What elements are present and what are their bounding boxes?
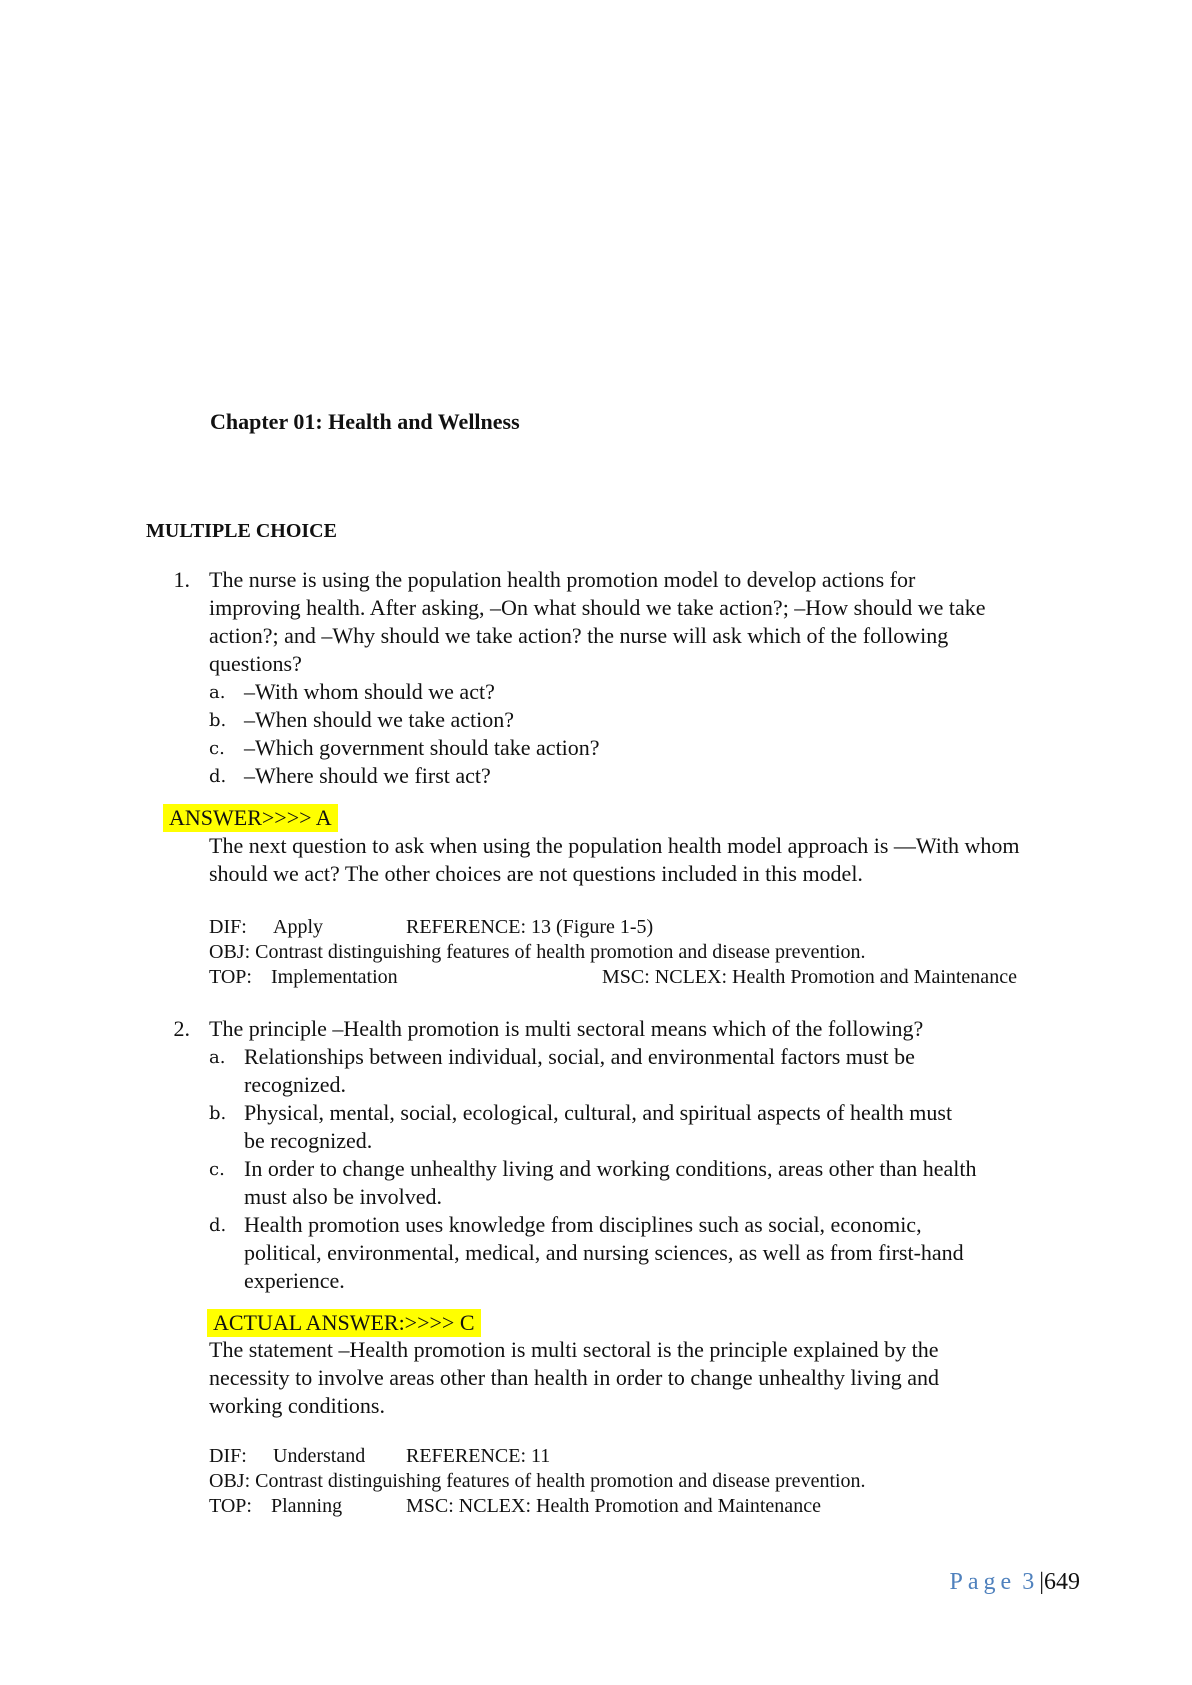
dif-value: Apply [273, 916, 323, 938]
rationale-line: should we act? The other choices are not questions included in this model. [209, 861, 863, 886]
dif-value: Understand [273, 1445, 366, 1467]
question-text-line: The principle –Health promotion is multi sectoral means which of the following? [209, 1016, 924, 1041]
option-text: recognized. [244, 1072, 346, 1097]
rationale-line: working conditions. [209, 1393, 385, 1418]
rationale-line: The statement –Health promotion is multi sectoral is the principle explained by the [209, 1337, 939, 1362]
top-value: Implementation [271, 966, 398, 988]
dif-label: DIF: [209, 1445, 247, 1467]
top-value: Planning [271, 1495, 343, 1517]
question-text-line: The nurse is using the population health promotion model to develop actions for [209, 567, 916, 592]
footer-page-total: 649 [1044, 1569, 1080, 1595]
option-text: Physical, mental, social, ecological, cultural, and spiritual aspects of health must [244, 1100, 953, 1125]
option-letter: a. [209, 1047, 226, 1068]
top-label: TOP: [209, 966, 252, 988]
option-text: –When should we take action? [244, 707, 515, 732]
option-text: –With whom should we act? [244, 679, 495, 704]
option-text: In order to change unhealthy living and working conditions, areas other than health [244, 1156, 977, 1181]
question-number: 1. [173, 567, 190, 592]
option-text: –Which government should take action? [244, 735, 600, 760]
option-text: political, environmental, medical, and nursing sciences, as well as from first-hand [244, 1240, 964, 1265]
option-letter: c. [209, 1159, 225, 1180]
answer-highlight: ANSWER>>>> A [163, 804, 338, 832]
footer-page-word: Page [949, 1569, 1017, 1595]
chapter-title: Chapter 01: Health and Wellness [210, 409, 520, 434]
option-letter: d. [209, 1215, 227, 1236]
msc: MSC: NCLEX: Health Promotion and Maintenance [602, 966, 1017, 988]
option-text: –Where should we first act? [244, 763, 491, 788]
option-letter: a. [209, 682, 226, 703]
dif-label: DIF: [209, 916, 247, 938]
reference: REFERENCE: 11 [406, 1445, 551, 1467]
rationale-line: necessity to involve areas other than health in order to change unhealthy living and [209, 1365, 940, 1390]
rationale-line: The next question to ask when using the population health model approach is —With whom [209, 833, 1020, 858]
option-text: Relationships between individual, social, and environmental factors must be [244, 1044, 915, 1069]
footer-separator: | [1039, 1569, 1044, 1595]
option-text: must also be involved. [244, 1184, 442, 1209]
question-text-line: action?; and –Why should we take action? the nurse will ask which of the following [209, 623, 949, 648]
msc: MSC: NCLEX: Health Promotion and Maintenance [406, 1495, 821, 1517]
question-text-line: improving health. After asking, –On what should we take action?; –How should we take [209, 595, 986, 620]
option-text: experience. [244, 1268, 345, 1293]
option-text: be recognized. [244, 1128, 373, 1153]
footer-page-number: 3 [1022, 1569, 1040, 1595]
option-letter: b. [209, 710, 227, 731]
top-label: TOP: [209, 1495, 252, 1517]
section-heading: MULTIPLE CHOICE [146, 520, 337, 542]
objective: OBJ: Contrast distinguishing features of health promotion and disease prevention. [209, 1470, 866, 1492]
answer-highlight: ACTUAL ANSWER:>>>> C [207, 1309, 481, 1337]
option-letter: b. [209, 1103, 227, 1124]
reference: REFERENCE: 13 (Figure 1-5) [406, 916, 654, 938]
objective: OBJ: Contrast distinguishing features of health promotion and disease prevention. [209, 941, 866, 963]
page-footer [950, 1569, 1080, 1596]
option-letter: d. [209, 766, 227, 787]
option-text: Health promotion uses knowledge from disciplines such as social, economic, [244, 1212, 922, 1237]
question-number: 2. [173, 1016, 190, 1041]
question-text-line: questions? [209, 651, 302, 676]
option-letter: c. [209, 738, 225, 759]
